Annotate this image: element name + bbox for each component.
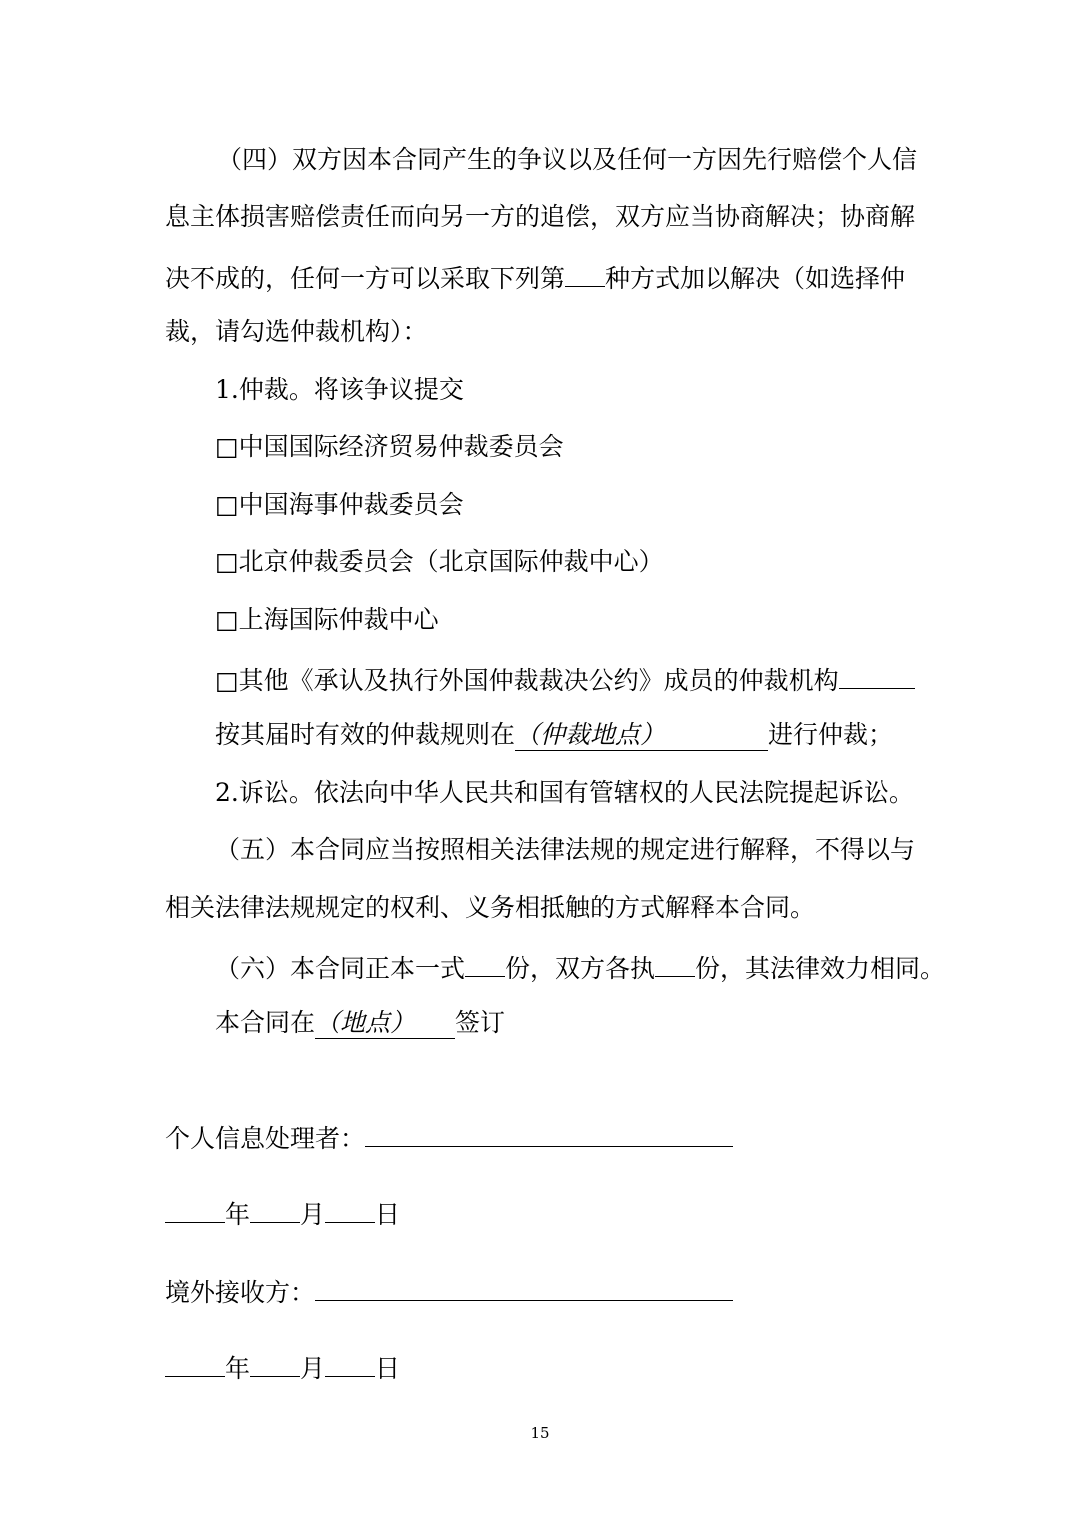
arbitration-option-shiac[interactable]: □上海国际仲裁中心 — [215, 605, 439, 634]
clause5-line1: （五）本合同应当按照相关法律法规的规定进行解释，不得以与 — [215, 835, 916, 864]
arbitration-place-blank[interactable] — [515, 722, 768, 751]
day-label: 日 — [375, 1354, 401, 1383]
processor-date-line — [165, 1194, 400, 1232]
clause6-line — [215, 948, 945, 986]
arbitration-rules-after: 进行仲裁； — [768, 720, 894, 749]
signing-place-blank[interactable] — [315, 1010, 455, 1039]
recipient-signature-blank[interactable] — [315, 1272, 733, 1301]
recipient-day-blank[interactable] — [325, 1348, 375, 1377]
clause4-line1: （四）双方因本合同产生的争议以及任何一方因先行赔偿个人信 — [217, 145, 918, 174]
clause4-line4: 裁，请勾选仲裁机构）： — [165, 317, 428, 346]
arbitration-option-other-label: □其他《承认及执行外国仲裁裁决公约》成员的仲裁机构 — [215, 666, 839, 695]
day-label: 日 — [375, 1200, 401, 1229]
arbitration-option-other[interactable] — [215, 660, 915, 698]
year-label: 年 — [225, 1200, 251, 1229]
arbitration-option-bac[interactable]: □北京仲裁委员会（北京国际仲裁中心） — [215, 547, 664, 576]
clause4-line2: 息主体损害赔偿责任而向另一方的追偿，双方应当协商解决；协商解 — [165, 202, 916, 231]
clause6-part1: （六）本合同正本一式 — [215, 954, 466, 983]
clause6-part2: 份，双方各执 — [505, 954, 656, 983]
signing-line — [215, 1006, 505, 1040]
processor-label: 个人信息处理者： — [165, 1124, 366, 1153]
recipient-line — [165, 1272, 733, 1310]
processor-month-blank[interactable] — [250, 1194, 300, 1223]
processor-year-blank[interactable] — [165, 1194, 225, 1223]
processor-day-blank[interactable] — [325, 1194, 375, 1223]
arbitration-rules-before: 按其届时有效的仲裁规则在 — [215, 720, 516, 749]
recipient-year-blank[interactable] — [165, 1348, 225, 1377]
arbitration-heading: 1.仲裁。将该争议提交 — [215, 375, 464, 404]
clause4-line3 — [165, 258, 905, 296]
copies-each-blank[interactable] — [655, 948, 695, 977]
arbitration-option-cmac[interactable]: □中国海事仲裁委员会 — [215, 490, 464, 519]
recipient-label: 境外接收方： — [165, 1278, 316, 1307]
method-number-blank[interactable] — [565, 258, 605, 287]
arbitration-option-cietac[interactable]: □中国国际经济贸易仲裁委员会 — [215, 432, 564, 461]
arbitration-place-hint: （仲裁地点） — [515, 720, 666, 749]
year-label: 年 — [225, 1354, 251, 1383]
clause6-part3: 份，其法律效力相同。 — [695, 954, 946, 983]
signing-after: 签订 — [455, 1008, 506, 1037]
copies-total-blank[interactable] — [465, 948, 505, 977]
clause4-line3-before: 决不成的，任何一方可以采取下列第 — [165, 264, 566, 293]
signing-place-hint: （地点） — [315, 1008, 416, 1037]
page-number: 15 — [530, 1424, 550, 1442]
other-institution-blank[interactable] — [839, 660, 915, 689]
clause4-line3-after: 种方式加以解决（如选择仲 — [605, 264, 906, 293]
arbitration-rules-line — [215, 718, 893, 752]
signing-before: 本合同在 — [215, 1008, 316, 1037]
month-label: 月 — [300, 1354, 326, 1383]
processor-line — [165, 1118, 733, 1156]
litigation-line: 2.诉讼。依法向中华人民共和国有管辖权的人民法院提起诉讼。 — [215, 778, 914, 807]
recipient-month-blank[interactable] — [250, 1348, 300, 1377]
clause5-line2: 相关法律法规规定的权利、义务相抵触的方式解释本合同。 — [165, 893, 816, 922]
month-label: 月 — [300, 1200, 326, 1229]
recipient-date-line — [165, 1348, 400, 1386]
processor-signature-blank[interactable] — [365, 1118, 733, 1147]
